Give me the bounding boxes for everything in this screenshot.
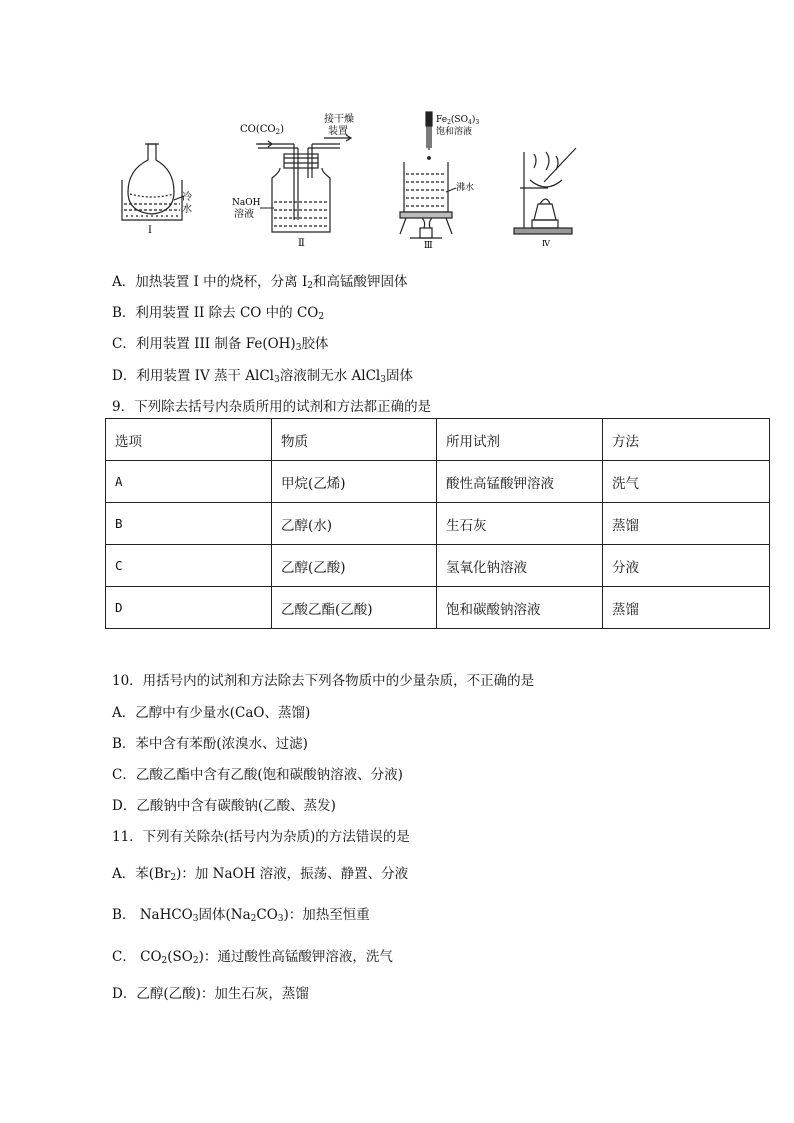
q10-option-d: D．乙酸钠中含有碳酸钠(乙酸、蒸发): [112, 798, 336, 814]
app2-numeral: Ⅱ: [298, 238, 305, 249]
cell-substance: 甲烷(乙烯): [272, 461, 437, 503]
q9-table: [105, 418, 770, 629]
header-substance: 物质: [272, 419, 437, 461]
cell-method: 分液: [603, 545, 770, 587]
app1-numeral: Ⅰ: [148, 225, 152, 236]
cell-substance: 乙醇(乙酸): [272, 545, 437, 587]
app2-outlet-1: 接干燥: [324, 114, 354, 125]
apparatus-1: [122, 144, 184, 220]
cell-reagent: 氢氧化钠溶液: [437, 545, 603, 587]
q11-stem: 11．下列有关除杂(括号内为杂质)的方法错误的是: [112, 829, 410, 845]
cell-method: 蒸馏: [603, 587, 770, 629]
cell-reagent: 酸性高锰酸钾溶液: [437, 461, 603, 503]
q9-stem: 9．下列除去括号内杂质所用的试剂和方法都正确的是: [112, 399, 432, 415]
app1-label-cold: 冷: [182, 192, 192, 203]
q8-option-a: A．加热装置 I 中的烧杯，分离 $I_2$和高锰酸钾固体: [112, 274, 408, 291]
app1-label-water: 水: [182, 204, 192, 215]
header-reagent: 所用试剂: [437, 419, 603, 461]
q8-option-b: B．利用装置 II 除去 CO 中的 $CO_2$: [112, 305, 325, 322]
cell-method: 蒸馏: [603, 503, 770, 545]
q8-option-d: D．利用装置 IV 蒸干 AlCl$_3$溶液制无水 AlCl$_3$固体: [112, 368, 413, 385]
q10-option-b: B．苯中含有苯酚(浓溴水、过滤): [112, 736, 308, 752]
q10-stem: 10．用括号内的试剂和方法除去下列各物质中的少量杂质，不正确的是: [112, 673, 535, 689]
app3-numeral: Ⅲ: [424, 241, 433, 251]
q8-option-c: C．利用装置 III 制备 $Fe(OH)_3$胶体: [112, 336, 329, 353]
table-row: [106, 503, 770, 545]
table-header-row: [106, 419, 770, 461]
cell-substance: 乙酸乙酯(乙酸): [272, 587, 437, 629]
app2-solution: 溶液: [234, 209, 254, 220]
app4-numeral: Ⅳ: [542, 239, 550, 248]
cell-option: C: [106, 545, 272, 587]
app3-reagent-saturated: 饱和溶液: [436, 127, 473, 137]
q11-option-b: B． NaHCO$_3$固体$(Na_2CO_3)$：加热至恒重: [112, 907, 370, 924]
app2-outlet-2: 装置: [328, 126, 348, 137]
app2-naoh: NaOH: [232, 198, 261, 208]
cell-method: 洗气: [603, 461, 770, 503]
q11-option-a: A．苯$(Br_2)$：加 NaOH 溶液，振荡、静置、分液: [112, 866, 409, 883]
apparatus-2: [256, 135, 351, 232]
cell-reagent: 生石灰: [437, 503, 603, 545]
table-row: [106, 461, 770, 503]
header-method: 方法: [603, 419, 770, 461]
table-row: [106, 587, 770, 629]
header-option: 选项: [106, 419, 272, 461]
table-row: [106, 545, 770, 587]
cell-option: A: [106, 461, 272, 503]
q10-option-a: A．乙醇中有少量水(CaO、蒸馏): [112, 705, 311, 721]
app3-reagent: $Fe_2(SO_4)_3$: [436, 115, 480, 126]
apparatus-4: [514, 148, 576, 234]
q11-option-c: C． $CO_2(SO_2)$：通过酸性高锰酸钾溶液，洗气: [112, 949, 393, 966]
cell-option: D: [106, 587, 272, 629]
q10-option-c: C．乙酸乙酯中含有乙酸(饱和碳酸钠溶液、分液): [112, 767, 403, 783]
cell-reagent: 饱和碳酸钠溶液: [437, 587, 603, 629]
q11-option-d: D．乙醇(乙酸)：加生石灰，蒸馏: [112, 986, 309, 1002]
app3-boiling-water: 沸水: [456, 183, 475, 193]
apparatus-figure: [110, 108, 600, 254]
app2-gas-in: $CO(CO_2)$: [240, 124, 284, 136]
cell-option: B: [106, 503, 272, 545]
cell-substance: 乙醇(水): [272, 503, 437, 545]
